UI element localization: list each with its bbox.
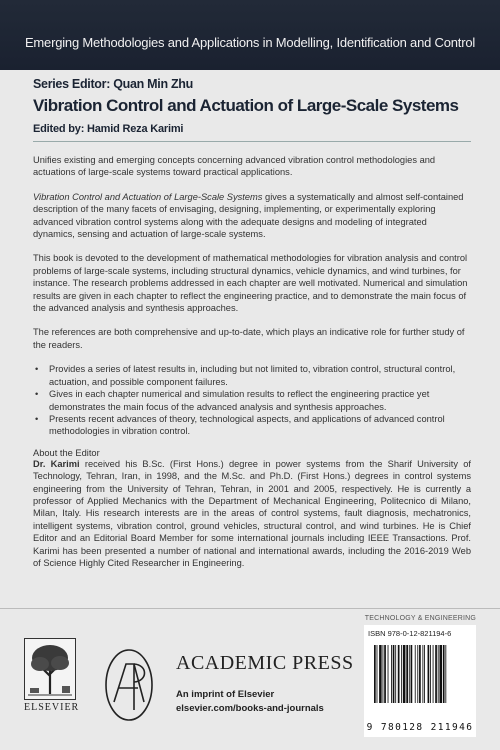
isbn-barcode-box bbox=[364, 625, 476, 737]
barcode-bar bbox=[422, 645, 423, 703]
about-paragraph bbox=[33, 458, 471, 570]
academic-press-logo-icon bbox=[104, 648, 154, 722]
series-banner-title: Emerging Methodologies and Applications in Modelling, Identification and Control bbox=[24, 35, 476, 50]
barcode-bar bbox=[383, 645, 384, 703]
barcode-bar bbox=[379, 645, 382, 703]
barcode-bar bbox=[435, 645, 437, 703]
imprint-url: elsevier.com/books-and-journals bbox=[176, 703, 324, 714]
barcode-bar bbox=[443, 645, 445, 703]
elsevier-tree-icon bbox=[24, 638, 76, 700]
barcode-bar bbox=[445, 645, 446, 703]
barcode-bar bbox=[439, 645, 442, 703]
barcode-bar bbox=[401, 645, 402, 703]
footer-divider bbox=[0, 608, 500, 609]
isbn-number: ISBN 978-0-12-821194-6 bbox=[368, 629, 452, 638]
barcode-bar bbox=[391, 645, 392, 703]
barcode-bar bbox=[398, 645, 400, 703]
barcode-bar bbox=[428, 645, 430, 703]
barcode-bar bbox=[438, 645, 439, 703]
series-editor: Series Editor: Quan Min Zhu bbox=[33, 77, 193, 91]
about-text: received his B.Sc. (First Hons.) degree in power systems from the Sharif University of Technology, Tehran, Iran, in 1998, and the M.Sc. and Ph.D. (First Hons.) degrees in control systems engineering from the University of Tehran, Tehran, in 2001 and 2005, respectively. He is currently a professor of Applied Mechanics with the Department of Mechanical Engineering, Politecnico di Milano, Milan, Italy. His research interests are in the areas of control systems, fault diagnosis, mechatronics, intelligent systems, vibration control, ground vehicles, structural control, and wind turbines. He is Chief Editor and an Editorial Board Member for some international journals including IEEE Transactions. Prof. Karimi has been presented a number of national and international awards, including the 2016-2019 Web of Science Highly Cited Researcher in Engineering. bbox=[33, 458, 472, 568]
barcode-bar bbox=[424, 645, 425, 703]
barcode-bar bbox=[433, 645, 434, 703]
barcode-bar bbox=[388, 645, 389, 703]
barcode-bar bbox=[411, 645, 413, 703]
feature-list bbox=[33, 363, 471, 437]
edited-by: Edited by: Hamid Reza Karimi bbox=[33, 123, 184, 135]
description-title: Vibration Control and Actuation of Large-Scale Systems bbox=[33, 191, 263, 202]
list-item: • Gives in each chapter numerical and simulation results to reflect the engineering practice yet demonstrates the main focus of the advanced analysis and synthesis approaches. bbox=[49, 388, 471, 413]
subject-category: TECHNOLOGY & ENGINEERING bbox=[364, 615, 476, 622]
barcode-bar bbox=[406, 645, 408, 703]
barcode-bar bbox=[417, 645, 418, 703]
barcode-icon bbox=[370, 645, 470, 719]
cover-content bbox=[33, 77, 471, 569]
about-name: Dr. Karimi bbox=[33, 458, 80, 469]
barcode-bar bbox=[403, 645, 406, 703]
description-paragraph bbox=[33, 191, 471, 241]
description-text: gives a systematically and almost self-contained description of the many facets of envisaging, designing, implementing, or experimentally exploring advanced vibration control systems along with the adequate designs and modeling of integrated dynamics, sensing and actuation of large-scale systems. bbox=[33, 191, 464, 240]
list-item: • Provides a series of latest results in, including but not limited to, vibration control, structural control, actuation, and possible component failures. bbox=[49, 363, 471, 388]
references-paragraph: The references are both comprehensive and up-to-date, which plays an indicative role for further study of the readers. bbox=[33, 327, 465, 350]
series-banner bbox=[0, 0, 500, 70]
book-title: Vibration Control and Actuation of Large-Scale Systems bbox=[33, 96, 459, 115]
barcode-bar bbox=[395, 645, 396, 703]
imprint-name: ACADEMIC PRESS bbox=[176, 652, 354, 674]
barcode-bar bbox=[415, 645, 416, 703]
elsevier-logo bbox=[24, 638, 80, 713]
barcode-bar bbox=[374, 645, 376, 703]
summary-paragraph: Unifies existing and emerging concepts concerning advanced vibration control methodologies and actuations of large-scale systems toward practical applications. bbox=[33, 155, 436, 178]
elsevier-name: ELSEVIER bbox=[24, 702, 80, 713]
barcode-bar bbox=[384, 645, 386, 703]
header-divider bbox=[33, 141, 471, 142]
barcode-bar bbox=[409, 645, 410, 703]
about-heading: About the Editor bbox=[33, 447, 100, 458]
barcode-bar bbox=[377, 645, 378, 703]
scope-paragraph: This book is devoted to the development of mathematical methodologies for vibration analysis and control problems of large-scale systems, including structural dynamics, vehicle dynamics, and wind turbines, for instance. The research problems addressed in each chapter are well motivated. Numerical and simulation results are given in each chapter to reflect the engineering practice, and to demonstrate the main focus of the advanced analysis and synthesis approaches. bbox=[33, 253, 468, 314]
list-item: • Presents recent advances of theory, technological aspects, and applications of advanced control methodologies in vibration control. bbox=[49, 413, 471, 438]
barcode-bar bbox=[430, 645, 431, 703]
barcode-bar bbox=[419, 645, 421, 703]
barcode-digits: 9 780128 211946 bbox=[366, 722, 474, 733]
barcode-bar bbox=[393, 645, 395, 703]
imprint-line: An imprint of Elsevier bbox=[176, 689, 275, 700]
